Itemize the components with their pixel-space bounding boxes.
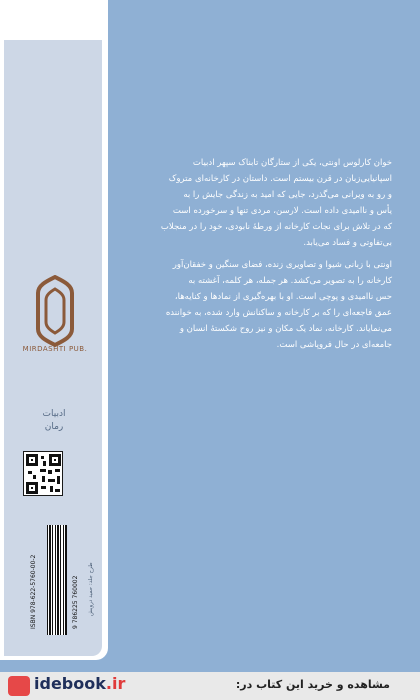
isbn-barcode bbox=[8, 525, 98, 635]
ad-logo[interactable] bbox=[8, 674, 138, 696]
blurb-line: و رو به ویرانی می‌گذرد، جایی که امید به زندگی جایش را به bbox=[183, 190, 392, 200]
genre-line-1: ادبیات bbox=[42, 409, 66, 419]
isbn-label: ISBN 978-622-5760-00-2 bbox=[30, 554, 37, 629]
blurb-line: کارخانه را به تصویر می‌کشد. هر جمله، هر کلمه، آغشته به bbox=[188, 276, 392, 286]
blurb-line: که در تلاش برای نجات کارخانه از ورطهٔ نابودی، خود را در منجلاب bbox=[160, 222, 392, 232]
designer-credit: طرح جلد: حمید درویش bbox=[88, 562, 94, 616]
publisher-name-en: MIRDASHTI PUB. bbox=[22, 345, 88, 353]
blurb-line: عمق فاجعه‌ای را که بر کارخانه و ساکنانش وارد شده، به خواننده bbox=[165, 308, 392, 318]
blurb-line: می‌نمایاند. کارخانه، نماد یک مکان و نیز روح شکستهٔ انسان و bbox=[179, 324, 392, 334]
ad-logo-tld: .ir bbox=[105, 674, 126, 693]
ad-logo-main: idebook bbox=[34, 674, 106, 693]
ad-text: مشاهده و خرید این کتاب در: bbox=[235, 678, 390, 691]
blurb-line: حس ناامیدی و پوچی است. او با بهره‌گیری از نمادها و کنایه‌ها، bbox=[174, 292, 392, 302]
blurb-line: خوان کارلوس اونتی، یکی از ستارگان تابناک سپهر ادبیات bbox=[192, 158, 392, 168]
publisher-logo-icon bbox=[34, 275, 76, 347]
genre-line-2: رمان bbox=[44, 422, 64, 432]
barcode-bars bbox=[47, 525, 67, 635]
qr-code[interactable] bbox=[23, 451, 63, 496]
isbn-digits: 9 786225 760002 bbox=[72, 575, 79, 629]
blurb-line: یأس و ناامیدی داده است. لارسن، مردی تنها و سرخورده است bbox=[172, 206, 392, 216]
blurb-text bbox=[134, 155, 392, 353]
blurb-line: جامعه‌ای در حال فروپاشی است. bbox=[276, 340, 392, 350]
blurb-line: اونتی با زبانی شیوا و تصاویری زنده، فضای سنگین و خفقان‌آور bbox=[172, 260, 392, 270]
blurb-line: اسپانیایی‌زبان در قرن بیستم است. داستان در کارخانه‌ای متروک bbox=[168, 174, 392, 184]
genre-label bbox=[0, 408, 108, 434]
blurb-line: بی‌تفاوتی و فساد می‌یابد. bbox=[303, 238, 392, 248]
